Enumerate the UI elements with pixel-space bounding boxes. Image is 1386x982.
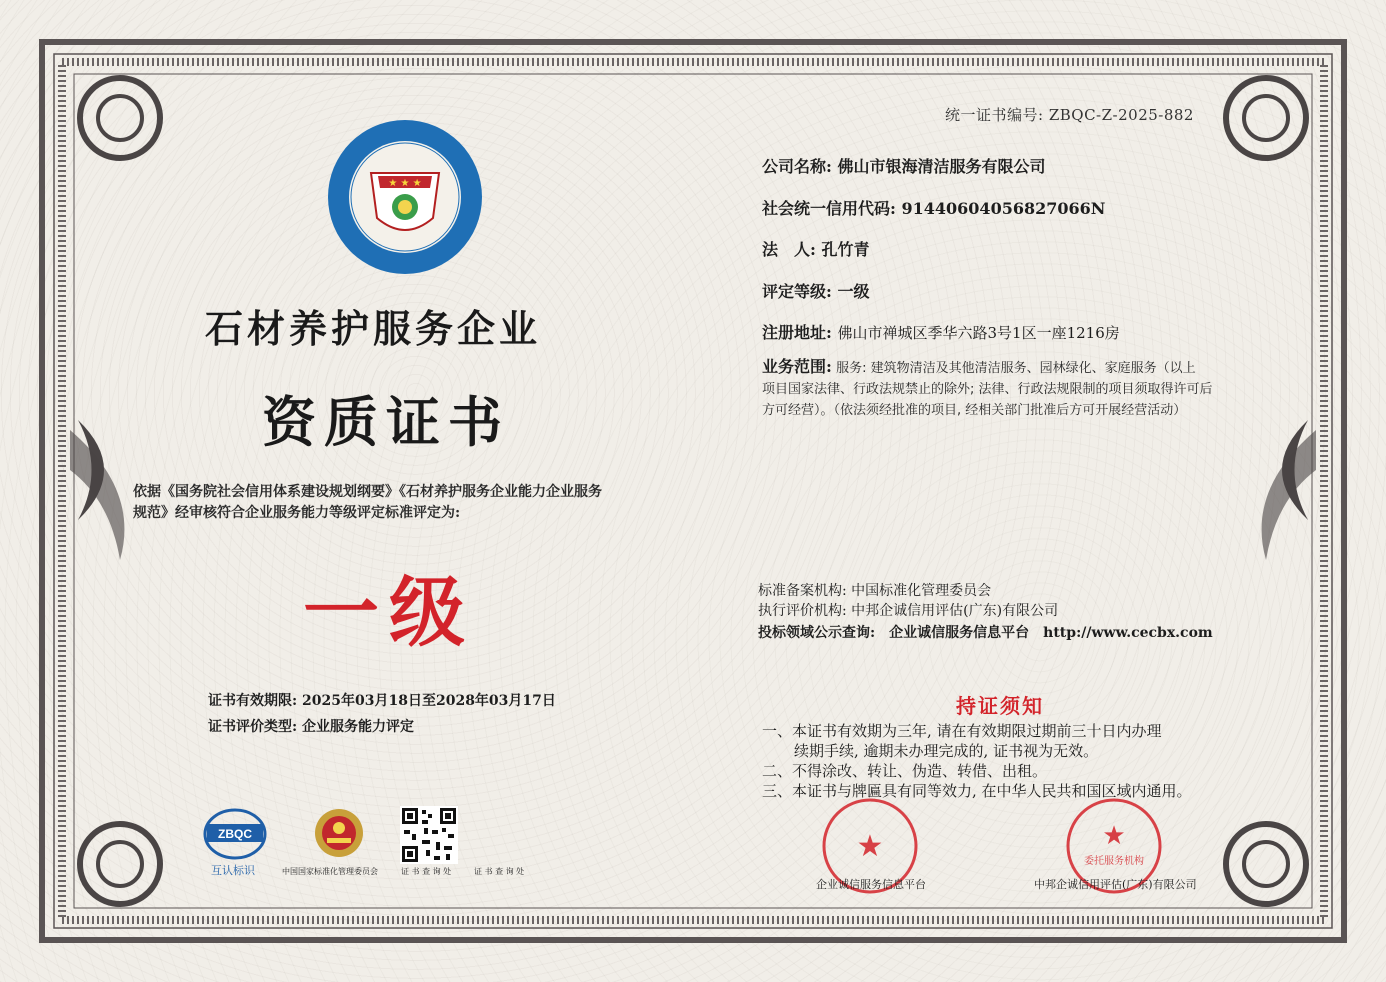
credit-code-row <box>762 196 1105 219</box>
basis-line-2: 规范》经审核符合企业服务能力等级评定标准评定为: <box>133 505 461 521</box>
zbqc-logo <box>203 806 267 862</box>
legal-rep: 孔竹青 <box>821 240 870 259</box>
platform-seal-caption: 企业诚信服务信息平台 <box>816 878 926 891</box>
grade-result: 一级 <box>303 568 475 657</box>
scope-line-3: 方可经营）。（依法须经批准的项目, 经相关部门批准后方可开展经营活动） <box>762 403 1187 418</box>
notice-line-4: 三、本证书与牌匾具有同等效力, 在中华人民共和国区域内通用。 <box>762 782 1192 800</box>
sac-caption: 中国国家标准化管理委员会 <box>282 867 378 876</box>
filing-agency: 标准备案机构: 中国标准化管理委员会 <box>758 583 992 599</box>
scope-line-2: 项目国家法律、行政法规禁止的除外; 法律、行政法规限制的项目须取得许可后 <box>762 382 1213 397</box>
notice-line-2: 续期手续, 逾期未办理完成的, 证书视为无效。 <box>794 742 1099 760</box>
notice-line-3: 二、不得涂改、转让、伪造、转借、出租。 <box>762 762 1048 780</box>
svg-text:★ ★ ★: ★ ★ ★ <box>388 178 422 189</box>
rating-basis <box>133 482 653 524</box>
address-label: 注册地址: <box>762 323 832 342</box>
notice-title: 持证须知 <box>956 694 1044 718</box>
rating-emblem <box>326 118 484 276</box>
qr-caption-1: 证 书 查 询 处 <box>401 867 452 876</box>
zbqc-caption: 互认标识 <box>211 864 255 877</box>
credit-code: 91440604056827066N <box>901 199 1106 218</box>
grade-row <box>762 279 870 302</box>
address-row <box>762 320 1120 343</box>
company-label: 公司名称: <box>762 157 832 176</box>
notice-line-1: 一、本证书有效期为三年, 请在有效期限过期前三十日内办理 <box>762 722 1162 740</box>
certificate-number: 统一证书编号: ZBQC-Z-2025-882 <box>945 106 1194 124</box>
legal-rep-row <box>762 237 870 260</box>
basis-line-1: 依据《国务院社会信用体系建设规划纲要》《石材养护服务企业能力企业服务 <box>133 484 602 500</box>
company-name: 佛山市银海清洁服务有限公司 <box>837 157 1046 176</box>
certificate-title-line2: 资质证书 <box>262 390 510 454</box>
zbqc-logo-text: ZBQC <box>218 827 252 841</box>
credit-code-label: 社会统一信用代码: <box>762 199 896 218</box>
evaluation-type: 证书评价类型: 企业服务能力评定 <box>208 719 415 735</box>
svg-text:★: ★ <box>856 829 884 864</box>
validity-period: 证书有效期限: 2025年03月18日至2028年03月17日 <box>208 693 556 709</box>
public-query: 投标领域公示查询: 企业诚信服务信息平台 http://www.cecbx.com <box>758 625 1213 641</box>
sac-emblem <box>312 806 366 864</box>
qr-caption-2: 证 书 查 询 处 <box>474 867 525 876</box>
svg-text:★: ★ <box>1102 821 1126 851</box>
company-row <box>762 154 1046 177</box>
evaluator-seal-center: 委托服务机构 <box>1084 856 1144 867</box>
certificate-title-line1: 石材养护服务企业 <box>205 306 542 351</box>
evaluating-agency: 执行评价机构: 中邦企诚信用评估(广东)有限公司 <box>758 603 1059 619</box>
scope-line-1: 服务: 建筑物清洁及其他清洁服务、园林绿化、家庭服务（以上 <box>836 361 1196 376</box>
scope-label: 业务范围: <box>762 357 832 376</box>
grade-label: 评定等级: <box>762 282 832 301</box>
qr-code[interactable] <box>400 806 458 864</box>
legal-rep-label: 法 人: <box>762 240 816 259</box>
business-scope <box>762 356 1247 421</box>
evaluator-seal-caption: 中邦企诚信用评估(广东)有限公司 <box>1034 878 1197 891</box>
grade-value: 一级 <box>837 282 870 301</box>
address: 佛山市禅城区季华六路3号1区一座1216房 <box>837 324 1120 342</box>
